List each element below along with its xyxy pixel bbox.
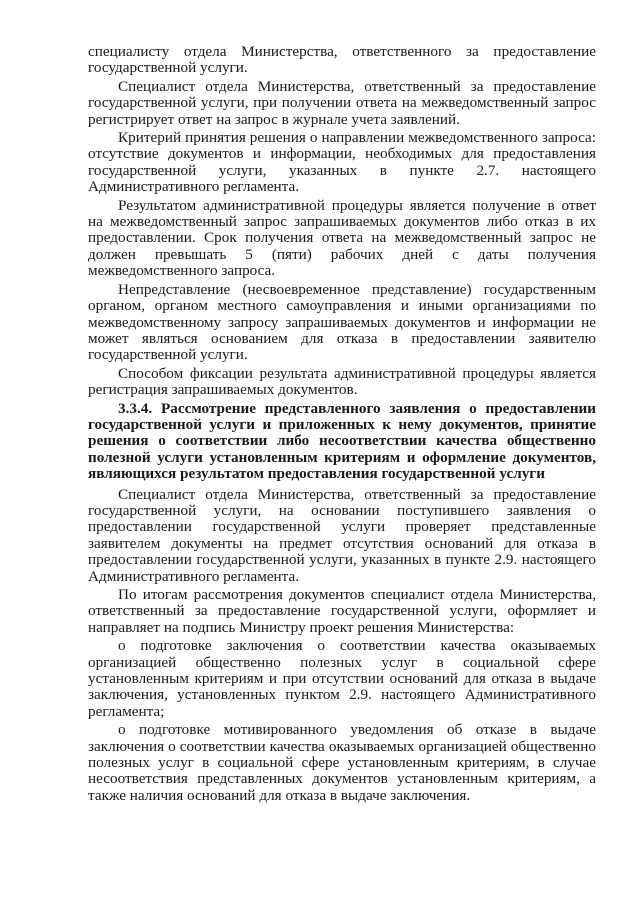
paragraph-fixation-method: Способом фиксации результата административной процедуры является регистрация запрашиваемых документов. [88, 364, 596, 399]
paragraph-non-submission: Непредставление (несвоевременное представление) государственным органом, органом местного самоуправления и иными организациями по межведомственному запросу запрашиваемых документов и информации не может являться основанием для отказа в предоставлении заявителю государственной услуги. [88, 280, 596, 364]
list-item: о подготовке мотивированного уведомления об отказе в выдаче заключения о соответствии качества оказываемых организацией общественно полезных услуг в социальной сфере установленным критериям, в случае несоответствия представленных документов установленным критериям, а также наличия оснований для отказа в выдаче заключения. [88, 721, 596, 804]
paragraph-decision-criterion: Критерий принятия решения о направлении межведомственного запроса: отсутствие документов и информации, необходимых для предоставления государственной услуги, указанных в пункте 2.7. настоящего Административного регламента. [88, 129, 596, 196]
section-heading: 3.3.4. Рассмотрение представленного заявления о предоставлении государственной услуги и приложенных к нему документов, принятие решения о соответствии либо несоответствии качества общественно полезной услуги установленным критериям и оформление документов, являющихся результатом предоставления государственной услуги [88, 399, 596, 483]
paragraph-continuation: специалисту отдела Министерства, ответственного за предоставление государственной услуги. [88, 43, 596, 77]
paragraph-procedure-result: Результатом административной процедуры является получение в ответ на межведомственный запрос запрашиваемых документов либо отказ в их предоставлении. Срок получения ответа на межведомственный запрос не должен превышать 5 (пяти) рабочих дней с даты получения межведомственного запроса. [88, 196, 596, 280]
document-body [88, 44, 596, 806]
paragraph-review-results: По итогам рассмотрения документов специалист отдела Министерства, ответственный за предоставление государственной услуги, оформляет и направляет на подпись Министру проект решения Министерства: [88, 586, 596, 636]
paragraph-document-check: Специалист отдела Министерства, ответственный за предоставление государственной услуги, на основании поступившего заявления о предоставлении государственной услуги проверяет представленные заявителем документы на предмет отсутствия оснований для отказа в предоставлении государственной услуги, указанных в пункте 2.9. настоящего Административного регламента. [88, 485, 596, 585]
list-item: о подготовке заключения о соответствии качества оказываемых организацией общественно полезных услуг в социальной сфере установленным критериям и при отсутствии оснований для отказа в выдаче заключения, установленных пунктом 2.9. настоящего Административного регламента; [88, 637, 596, 720]
paragraph-response-registration: Специалист отдела Министерства, ответственный за предоставление государственной услуги, при получении ответа на межведомственный запрос регистрирует ответ на запрос в журнале учета заявлений. [88, 77, 596, 128]
